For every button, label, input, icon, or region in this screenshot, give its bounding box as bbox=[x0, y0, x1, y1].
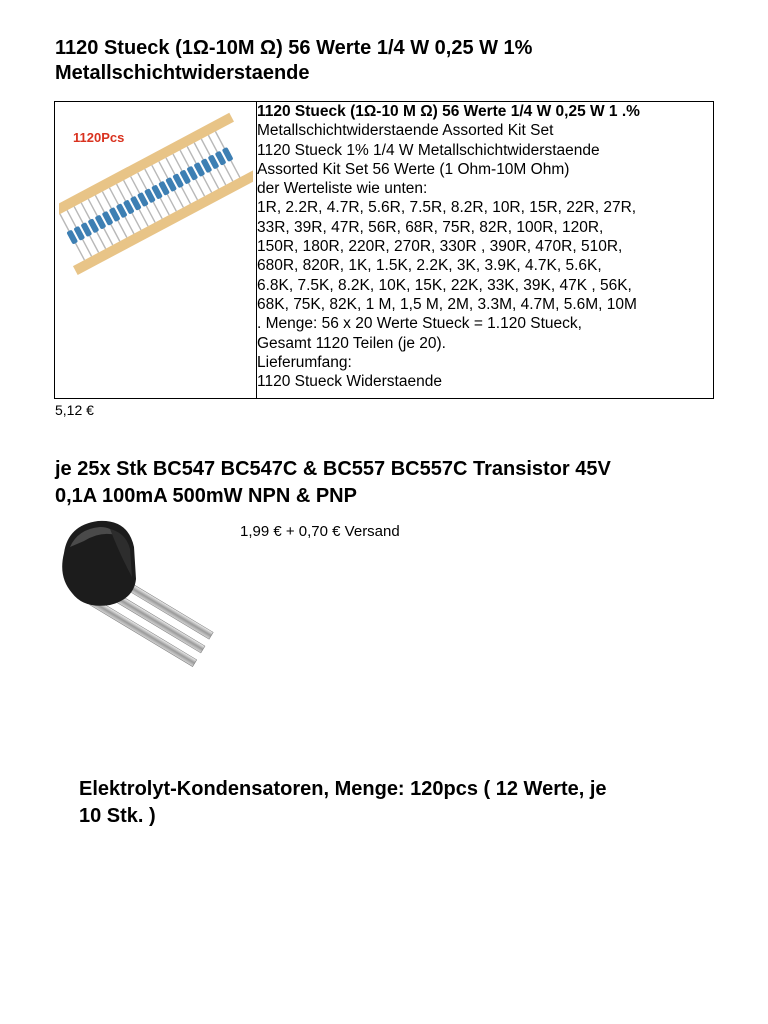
product1-title bbox=[55, 36, 695, 86]
product1-price: 5,12 € bbox=[55, 402, 94, 418]
transistor-image bbox=[50, 515, 235, 695]
product1-title-line1: 1120 Stueck (1Ω-10M Ω) 56 Werte 1/4 W 0,25 W 1% bbox=[55, 37, 533, 59]
product1-title-line2: Metallschichtwiderstaende bbox=[55, 62, 310, 84]
desc-line: 680R, 820R, 1K, 1.5K, 2.2K, 3K, 3.9K, 4.7K, 5.6K, bbox=[257, 257, 602, 275]
product2-title bbox=[55, 456, 735, 510]
desc-line: 1120 Stueck (1Ω-10 M Ω) 56 Werte 1/4 W 0,25 W 1 .% bbox=[257, 103, 640, 120]
product1-description bbox=[257, 102, 714, 399]
product3-title-line1: Elektrolyt-Kondensatoren, Menge: 120pcs ( 12 Werte, je bbox=[79, 778, 607, 800]
desc-line: 150R, 180R, 220R, 270R, 330R , 390R, 470R, 510R, bbox=[257, 238, 623, 256]
desc-line: 6.8K, 7.5K, 8.2K, 10K, 15K, 22K, 33K, 39K, 47K , 56K, bbox=[257, 276, 632, 294]
product1-image-cell bbox=[55, 102, 257, 399]
desc-line: . Menge: 56 x 20 Werte Stueck = 1.120 Stueck, bbox=[257, 315, 582, 333]
product3-title bbox=[79, 776, 719, 830]
desc-line: Metallschichtwiderstaende Assorted Kit Set bbox=[257, 122, 554, 140]
product2-price: 1,99 € + 0,70 € Versand bbox=[240, 523, 400, 540]
product2-title-line2: 0,1A 100mA 500mW NPN & PNP bbox=[55, 485, 357, 507]
desc-line: 33R, 39R, 47R, 56R, 68R, 75R, 82R, 100R, 120R, bbox=[257, 218, 604, 236]
desc-line: Assorted Kit Set 56 Werte (1 Ohm-10M Ohm) bbox=[257, 160, 570, 178]
product1-table bbox=[54, 101, 714, 399]
image-label-1120pcs: 1120Pcs bbox=[73, 130, 125, 145]
desc-line: 68K, 75K, 82K, 1 M, 1,5 M, 2M, 3.3M, 4.7M, 5.6M, 10M bbox=[257, 295, 637, 313]
desc-line: 1120 Stueck 1% 1/4 W Metallschichtwiderstaende bbox=[257, 141, 600, 159]
product2-title-line1: je 25x Stk BC547 BC547C & BC557 BC557C Transistor 45V bbox=[55, 458, 611, 480]
desc-line: 1120 Stueck Widerstaende bbox=[257, 373, 442, 391]
desc-line: der Werteliste wie unten: bbox=[257, 180, 428, 198]
product3-title-line2: 10 Stk. ) bbox=[79, 805, 156, 827]
resistor-strip-image bbox=[59, 110, 253, 280]
desc-line: Lieferumfang: bbox=[257, 353, 352, 371]
desc-line: Gesamt 1120 Teilen (je 20). bbox=[257, 334, 446, 352]
desc-line: 1R, 2.2R, 4.7R, 5.6R, 7.5R, 8.2R, 10R, 15R, 22R, 27R, bbox=[257, 199, 637, 217]
